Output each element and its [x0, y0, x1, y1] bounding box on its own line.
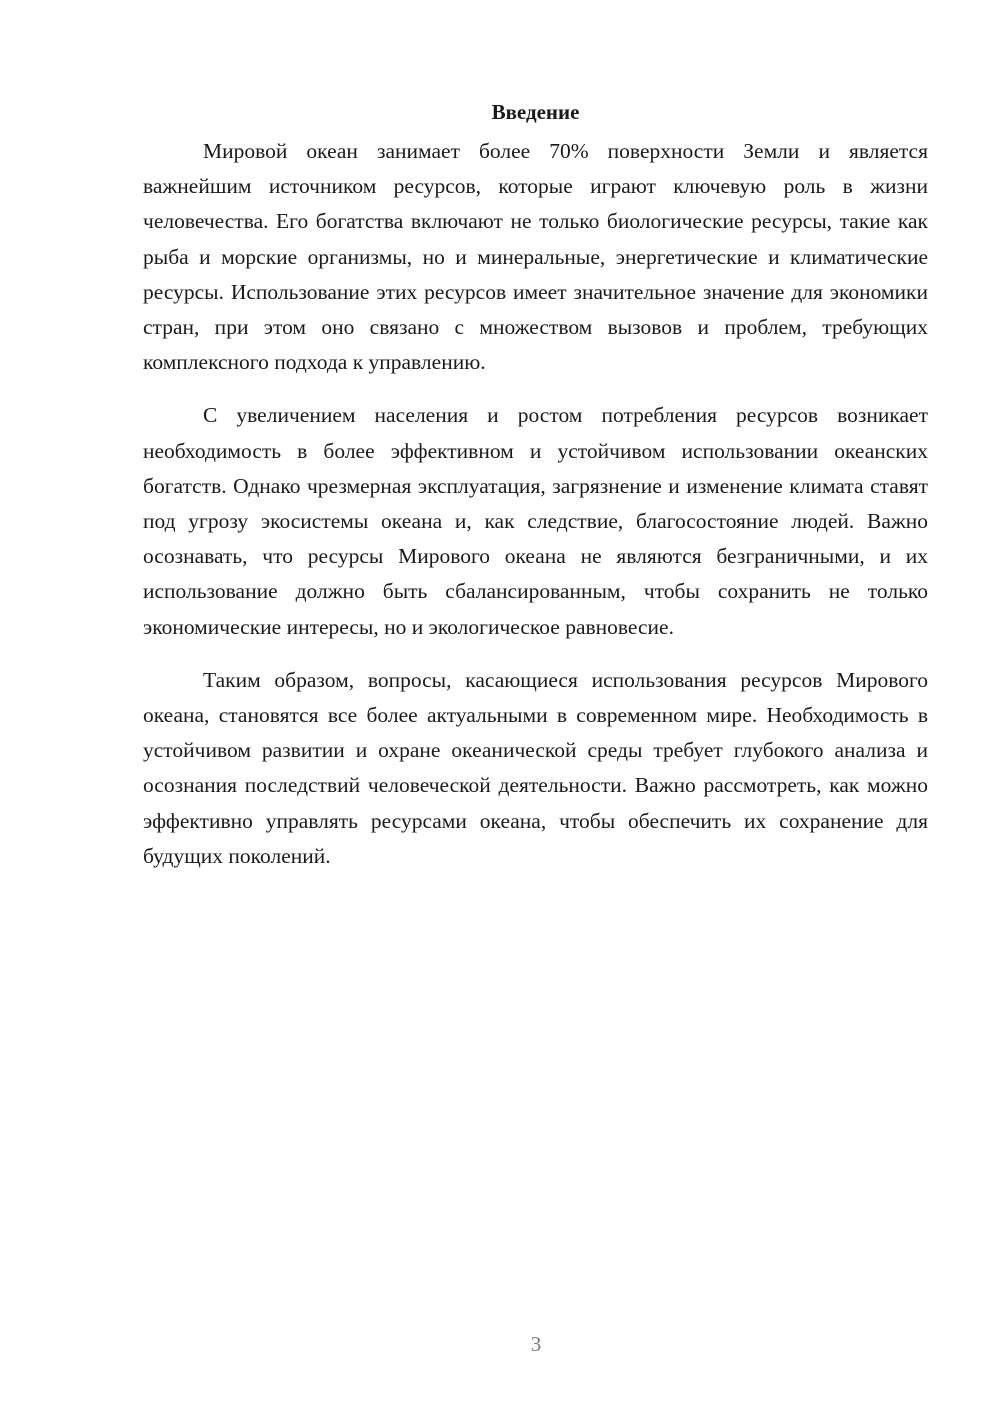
paragraph-1: Мировой океан занимает более 70% поверхности Земли и является важнейшим источником ресурсов, которые играют ключевую роль в жизни человечества. Его богатства включают не только биологические ресурсы, такие как рыба и морские организмы, но и минеральные, энергетические и климатические ресурсы. Использование этих ресурсов имеет значительное значение для экономики стран, при этом оно связано с множеством вызовов и проблем, требующих комплексного подхода к управлению. [143, 139, 928, 375]
paragraph-2: С увеличением населения и ростом потребления ресурсов возникает необходимость в более эффективном и устойчивом использовании океанских богатств. Однако чрезмерная эксплуатация, загрязнение и изменение климата ставят под угрозу экосистемы океана и, как следствие, благосостояние людей. Важно осознавать, что ресурсы Мирового океана не являются безграничными, и их использование должно быть сбалансированным, чтобы сохранить не только экономические интересы, но и экологическое равновесие. [143, 403, 928, 639]
page-number: 3 [530, 1332, 542, 1356]
paragraph-3: Таким образом, вопросы, касающиеся использования ресурсов Мирового океана, становятся все более актуальными в современном мире. Необходимость в устойчивом развитии и охране океанической среды требует глубокого анализа и осознания последствий человеческой деятельности. Важно рассмотреть, как можно эффективно управлять ресурсами океана, чтобы обеспечить их сохранение для будущих поколений. [143, 667, 928, 868]
document-body [143, 96, 928, 892]
section-heading: Введение [491, 100, 580, 124]
